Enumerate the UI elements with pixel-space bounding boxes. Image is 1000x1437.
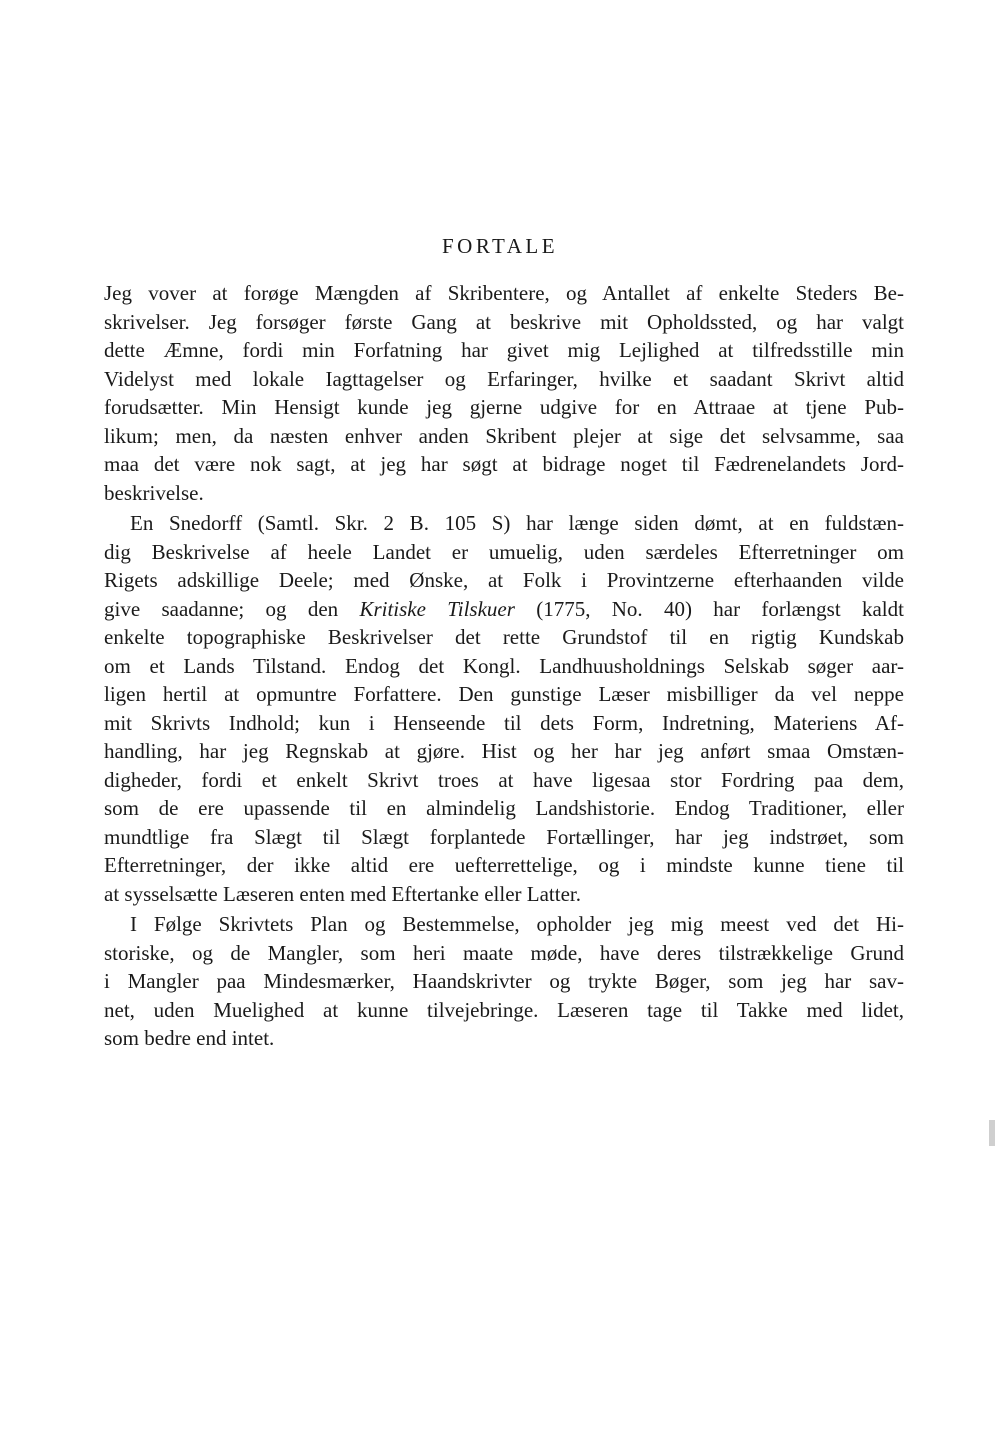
text-line: Videlyst med lokale Iagttagelser og Erfaringer, hvilke et saadant Skrivt altid <box>104 366 904 391</box>
text-line: som bedre end intet. <box>104 1026 275 1050</box>
text-line: maa det være nok sagt, at jeg har søgt at bidrage noget til Fædrenelandets Jord- <box>104 452 904 476</box>
text-line: digheder, fordi et enkelt Skrivt troes at have ligesaa stor Fordring paa dem, <box>104 767 904 792</box>
italic-title: Kritiske Tilskuer <box>359 596 515 621</box>
text-line: forudsætter. Min Hensigt kunde jeg gjerne udgive for en Attraae at tjene Pub- <box>104 395 904 419</box>
text-line: net, uden Muelighed at kunne tilvejebringe. Læseren tage til Takke med lidet, <box>104 997 904 1022</box>
text-line: likum; men, da næsten enhver anden Skribent plejer at sige det selvsamme, saa <box>104 423 904 448</box>
paragraph-3 <box>104 910 904 1053</box>
page-title: FORTALE <box>441 234 559 258</box>
text-line: i Mangler paa Mindesmærker, Haandskrivter og trykte Bøger, som jeg har sav- <box>104 969 904 993</box>
text-segment: (1775, No. 40) har forlængst kaldt <box>514 596 904 621</box>
text-line: enkelte topographiske Beskrivelser det rette Grundstof til en rigtig Kundskab <box>104 625 904 649</box>
text-line: I Følge Skrivtets Plan og Bestemmelse, opholder jeg mig meest ved det Hi- <box>130 912 904 936</box>
text-line: mit Skrivts Indhold; kun i Henseende til dets Form, Indretning, Materiens Af- <box>104 710 904 735</box>
text-line: Jeg vover at forøge Mængden af Skribentere, og Antallet af enkelte Steders Be- <box>104 281 904 305</box>
body-text <box>104 279 904 1055</box>
text-line: handling, har jeg Regnskab at gjøre. Hist og her har jeg anført smaa Omstæn- <box>104 739 904 763</box>
text-line: Rigets adskillige Deele; med Ønske, at Folk i Provintzerne efterhaanden vilde <box>104 568 904 592</box>
text-line: dig Beskrivelse af heele Landet er umuelig, uden særdeles Efterretninger om <box>104 539 904 564</box>
text-line: som de ere upassende til en almindelig Landshistorie. Endog Traditioner, eller <box>104 796 904 820</box>
paragraph-2 <box>104 509 904 908</box>
text-line: at sysselsætte Læseren enten med Eftertanke eller Latter. <box>104 881 581 906</box>
text-line: storiske, og de Mangler, som heri maate møde, have deres tilstrækkelige Grund <box>104 940 904 965</box>
text-line: En Snedorff (Samtl. Skr. 2 B. 105 S) har længe siden dømt, at en fuldstæn- <box>130 511 904 535</box>
paragraph-1 <box>104 279 904 507</box>
text-line-with-italic <box>104 595 904 624</box>
text-segment: give saadanne; og den <box>104 596 360 621</box>
text-line: dette Æmne, fordi min Forfatning har givet mig Lejlighed at tilfredsstille min <box>104 338 904 362</box>
text-line: om et Lands Tilstand. Endog det Kongl. Landhuusholdnings Selskab søger aar- <box>104 653 904 678</box>
text-line: skrivelser. Jeg forsøger første Gang at beskrive mit Opholdssted, og har valgt <box>104 309 904 334</box>
text-line: Efterretninger, der ikke altid ere uefterrettelige, og i mindste kunne tiene til <box>104 853 904 877</box>
text-line: ligen hertil at opmuntre Forfattere. Den gunstige Læser misbilliger da vel neppe <box>104 682 904 706</box>
text-line: beskrivelse. <box>104 480 204 505</box>
scan-mark <box>989 1120 995 1146</box>
text-line: mundtlige fra Slægt til Slægt forplantede Fortællinger, har jeg indstrøet, som <box>104 824 904 849</box>
